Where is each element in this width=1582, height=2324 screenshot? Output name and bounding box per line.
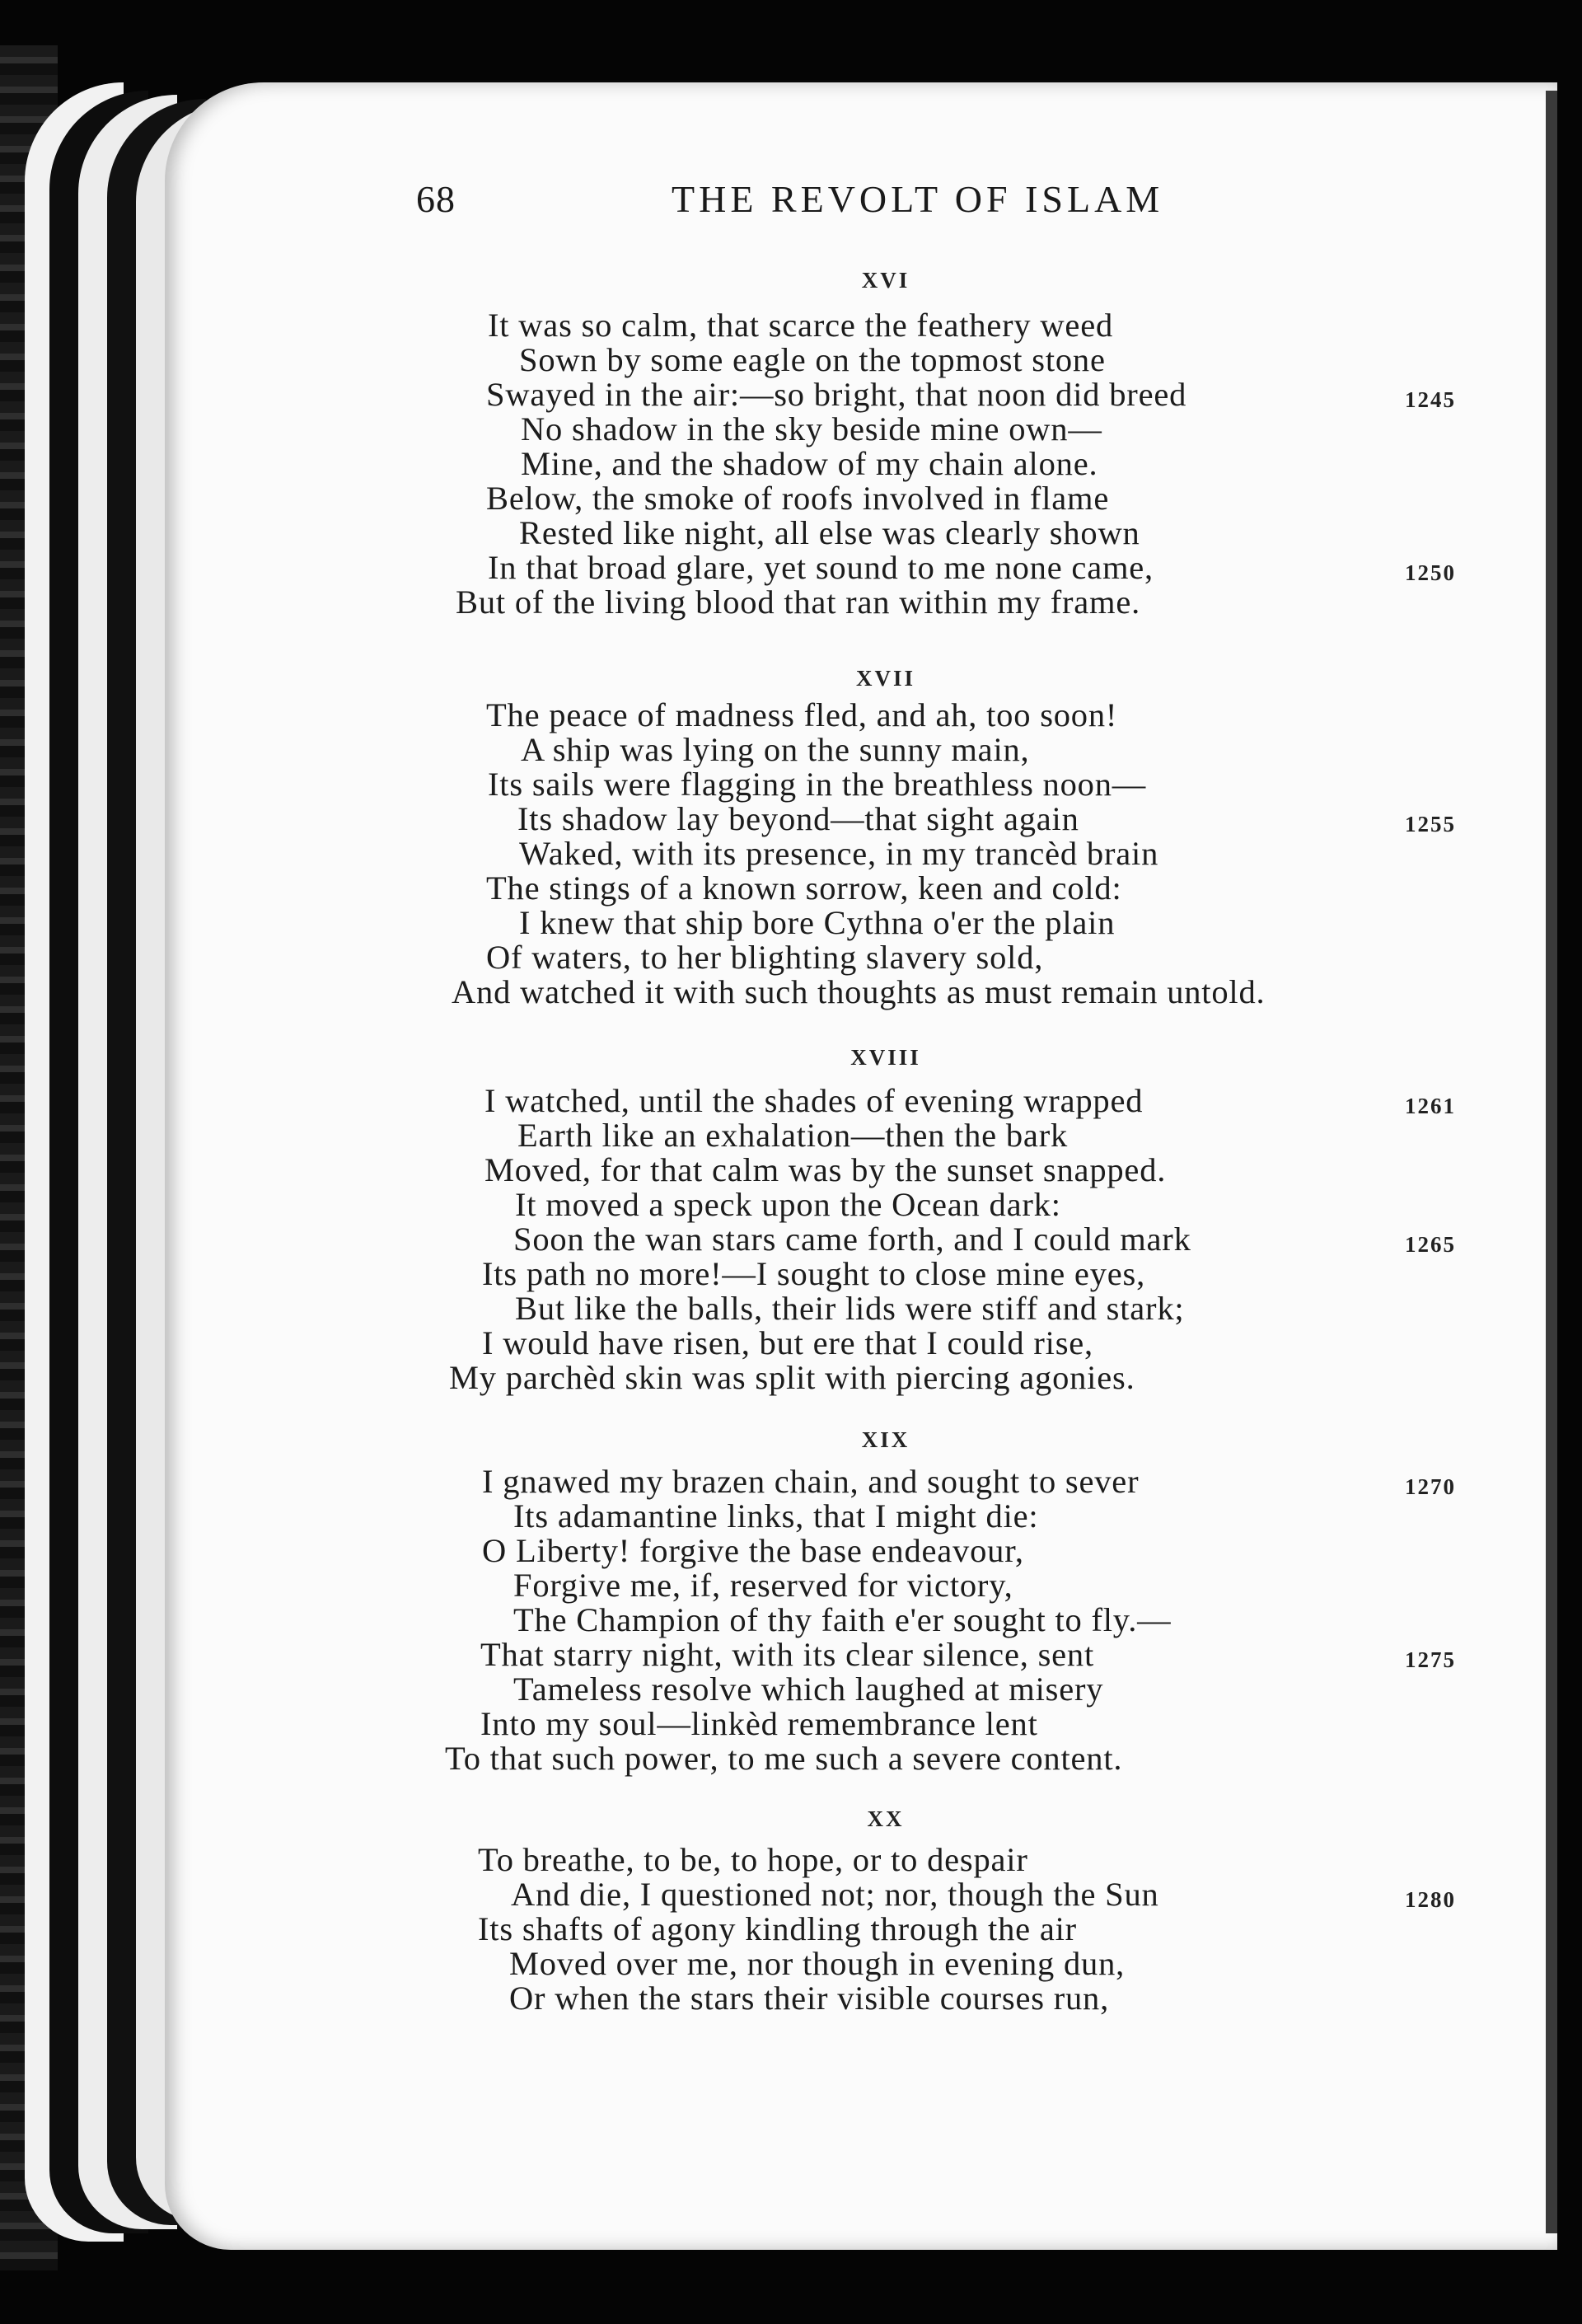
verse-line: I knew that ship bore Cythna o'er the plain — [519, 904, 1116, 941]
verse-line: Waked, with its presence, in my trancèd brain — [519, 835, 1159, 872]
verse-line: Moved over me, nor though in evening dun, — [509, 1945, 1126, 1982]
verse-line: Moved, for that calm was by the sunset snapped. — [484, 1151, 1167, 1188]
verse-line: Mine, and the shadow of my chain alone. — [521, 445, 1098, 482]
verse-line: Earth like an exhalation—then the bark — [517, 1117, 1069, 1154]
verse-line: But like the balls, their lids were stiff and stark; — [515, 1290, 1185, 1327]
verse-line: Into my soul—linkèd remembrance lent — [480, 1705, 1038, 1742]
verse-line: Its adamantine links, that I might die: — [513, 1497, 1039, 1534]
verse-line: In that broad glare, yet sound to me none came, — [488, 549, 1154, 586]
verse-line: Swayed in the air:—so bright, that noon did breed — [486, 376, 1187, 413]
verse-line: Its shafts of agony kindling through the air — [478, 1910, 1077, 1947]
verse-line: My parchèd skin was split with piercing agonies. — [449, 1359, 1135, 1396]
verse-line: Its shadow lay beyond—that sight again — [517, 800, 1079, 837]
verse-line: It moved a speck upon the Ocean dark: — [515, 1186, 1061, 1223]
verse-line: Tameless resolve which laughed at misery — [513, 1670, 1104, 1708]
line-number: 1265 — [1405, 1232, 1456, 1257]
page-number: 68 — [416, 178, 456, 220]
verse-line: I would have risen, but ere that I could rise, — [482, 1324, 1093, 1361]
verse-line: Sown by some eagle on the topmost stone — [519, 341, 1106, 378]
page-gutter — [1546, 91, 1557, 2233]
verse-line: I gnawed my brazen chain, and sought to sever — [482, 1463, 1140, 1500]
verse-line: Forgive me, if, reserved for victory, — [513, 1567, 1013, 1604]
verse-line: Its path no more!—I sought to close mine eyes, — [482, 1255, 1146, 1292]
line-number: 1270 — [1405, 1474, 1456, 1499]
stanza-numeral: XVIII — [850, 1045, 921, 1070]
line-number: 1275 — [1405, 1647, 1456, 1672]
line-number: 1255 — [1405, 812, 1456, 836]
verse-line: Its sails were flagging in the breathless noon— — [488, 766, 1147, 803]
line-number: 1280 — [1405, 1887, 1456, 1912]
verse-line: It was so calm, that scarce the feathery weed — [488, 307, 1114, 344]
stanza-numeral: XVI — [861, 268, 910, 293]
verse-line: To that such power, to me such a severe content. — [445, 1740, 1123, 1777]
line-number: 1250 — [1405, 560, 1456, 585]
verse-line: Below, the smoke of roofs involved in flame — [486, 480, 1110, 517]
verse-line: Soon the wan stars came forth, and I could mark — [513, 1221, 1191, 1258]
verse-line: To breathe, to be, to hope, or to despair — [478, 1841, 1028, 1878]
verse-line: The stings of a known sorrow, keen and cold: — [486, 869, 1122, 907]
verse-line: Rested like night, all else was clearly shown — [519, 514, 1140, 551]
stanza-numeral: XVII — [855, 666, 916, 691]
verse-line: Of waters, to her blighting slavery sold, — [486, 939, 1044, 976]
verse-line: O Liberty! forgive the base endeavour, — [482, 1532, 1024, 1569]
line-number: 1245 — [1405, 387, 1456, 412]
stanza-numeral: XX — [867, 1806, 905, 1831]
verse-line: No shadow in the sky beside mine own— — [521, 410, 1102, 447]
verse-line: And watched it with such thoughts as must remain untold. — [452, 973, 1266, 1010]
verse-line: And die, I questioned not; nor, though the Sun — [511, 1876, 1159, 1913]
verse-line: The Champion of thy faith e'er sought to fly.— — [513, 1601, 1172, 1638]
verse-line: I watched, until the shades of evening wrapped — [484, 1082, 1144, 1119]
verse-line: That starry night, with its clear silence, sent — [480, 1636, 1095, 1673]
verse-line: The peace of madness fled, and ah, too soon! — [486, 696, 1118, 733]
verse-line: A ship was lying on the sunny main, — [521, 731, 1030, 768]
verse-line: But of the living blood that ran within my frame. — [456, 583, 1141, 621]
page-header — [416, 177, 1219, 235]
verse-line: Or when the stars their visible courses run, — [509, 1980, 1110, 2017]
running-title: THE REVOLT OF ISLAM — [672, 178, 1164, 220]
stanza-numeral: XIX — [861, 1427, 910, 1452]
line-number: 1261 — [1405, 1094, 1456, 1118]
